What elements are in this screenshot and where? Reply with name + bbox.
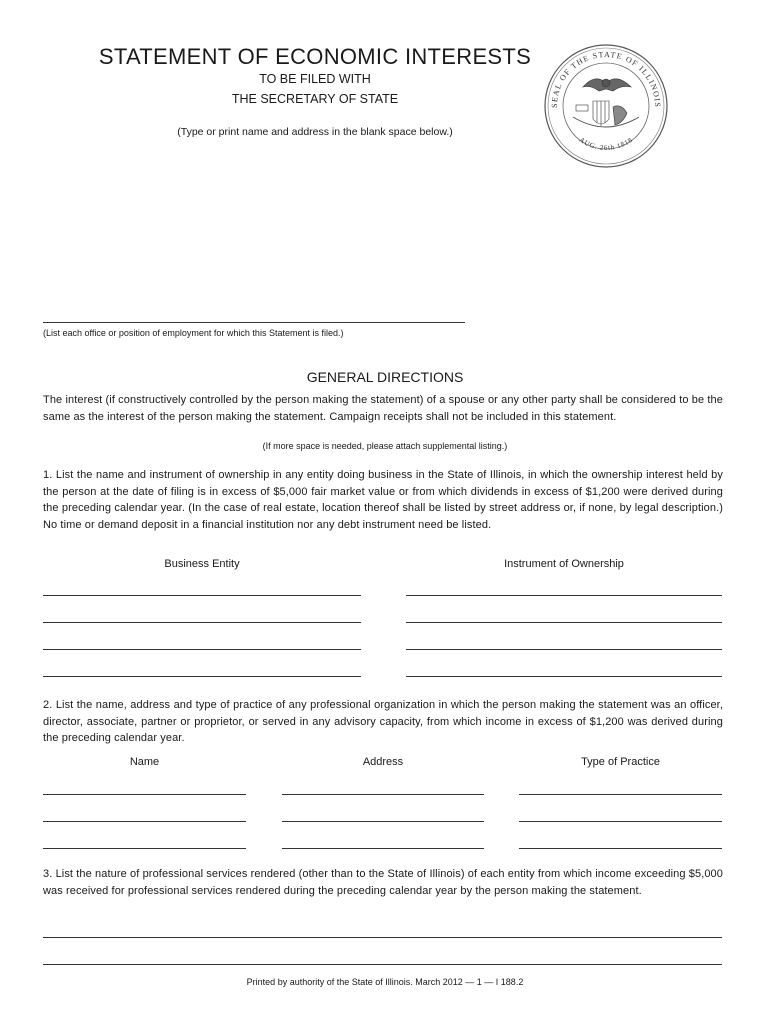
business-entity-field[interactable] — [43, 622, 361, 623]
instrument-of-ownership-field[interactable] — [406, 622, 722, 623]
business-entity-field[interactable] — [43, 676, 361, 677]
supplemental-listing-note: (If more space is needed, please attach supplemental listing.) — [262, 441, 508, 451]
form-subtitle-line-2: THE SECRETARY OF STATE — [231, 92, 399, 106]
org-address-field[interactable] — [282, 794, 484, 795]
org-name-field[interactable] — [43, 821, 246, 822]
footer-printed-by: Printed by authority of the State of Illinois. March 2012 — 1 — I 188.2 — [246, 977, 524, 987]
instrument-of-ownership-field[interactable] — [406, 676, 722, 677]
type-of-practice-field[interactable] — [519, 794, 722, 795]
section-2-text: 2. List the name, address and type of practice of any professional organization in which the person making the statement was an officer, director, associate, partner or proprietor, or served in any advisory capacity, from which income in excess of $1,200 was derived during the preceding calendar year. — [43, 699, 723, 744]
form-title: STATEMENT OF ECONOMIC INTERESTS — [98, 44, 532, 69]
business-entity-field[interactable] — [43, 595, 361, 596]
office-position-label: (List each office or position of employment for which this Statement is filed.) — [43, 328, 344, 338]
business-entity-header: Business Entity — [164, 558, 240, 570]
state-seal-icon — [543, 43, 669, 169]
professional-services-field[interactable] — [43, 937, 722, 938]
type-of-practice-field[interactable] — [519, 821, 722, 822]
general-directions-text: The interest (if constructively controlled by the person making the statement) of a spouse or any other party shall be considered to be the same as the interest of the person making the statement. Campaign receipts shall not be included in this statement. — [43, 394, 723, 423]
name-header: Name — [129, 756, 160, 768]
type-of-practice-header: Type of Practice — [581, 756, 660, 768]
business-entity-field[interactable] — [43, 649, 361, 650]
general-directions-heading: GENERAL DIRECTIONS — [306, 369, 464, 385]
office-position-field[interactable] — [43, 322, 465, 323]
org-address-field[interactable] — [282, 848, 484, 849]
type-of-practice-field[interactable] — [519, 848, 722, 849]
section-1-text: 1. List the name and instrument of ownership in any entity doing business in the State of Illinois, in which the ownership interest held by the person at the date of filing is in excess of $5,000 fair market value or from which dividends in excess of $1,200 were derived during the preceding calendar year. (In the case of real estate, location thereof shall be listed by street address or, if none, by legal description.) No time or demand deposit in a financial institution nor any debt instrument need be listed. — [43, 469, 723, 531]
svg-text:AUG. 26th 1818 — [578, 136, 635, 152]
instrument-of-ownership-field[interactable] — [406, 649, 722, 650]
address-header: Address — [362, 756, 404, 768]
org-name-field[interactable] — [43, 794, 246, 795]
org-name-field[interactable] — [43, 848, 246, 849]
name-address-instruction: (Type or print name and address in the blank space below.) — [177, 126, 453, 138]
professional-services-field[interactable] — [43, 964, 722, 965]
seal-text-top: SEAL OF THE STATE OF ILLINOIS — [549, 49, 663, 109]
form-subtitle-line-1: TO BE FILED WITH — [259, 72, 371, 86]
seal-text-bottom: AUG. 26th 1818 — [577, 135, 635, 152]
section-3-text: 3. List the nature of professional services rendered (other than to the State of Illinois) of each entity from which income exceeding $5,000 was received for professional services rendered during the preceding calendar year by the person making the statement. — [43, 868, 723, 897]
instrument-of-ownership-header: Instrument of Ownership — [504, 558, 624, 570]
org-address-field[interactable] — [282, 821, 484, 822]
instrument-of-ownership-field[interactable] — [406, 595, 722, 596]
